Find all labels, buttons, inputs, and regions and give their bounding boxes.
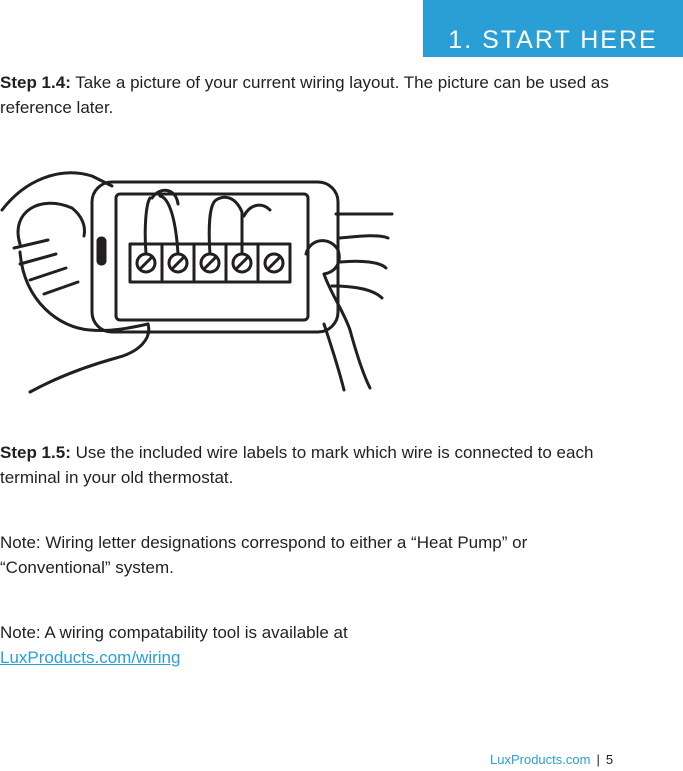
left-thumb: [18, 203, 84, 244]
note-compatibility-tool: [0, 620, 640, 670]
section-tab: [423, 0, 683, 57]
step-label: Step 1.5:: [0, 443, 71, 462]
step-1-4: [0, 70, 640, 120]
step-text: Take a picture of your current wiring layout. The picture can be used as reference later.: [0, 73, 609, 117]
section-tab-label: 1. START HERE: [448, 26, 658, 54]
step-text: Use the included wire labels to mark which wire is connected to each terminal in your old thermostat.: [0, 443, 594, 487]
footer-site[interactable]: LuxProducts.com: [490, 752, 591, 767]
right-wrist: [324, 324, 344, 390]
phone-photo-illustration: [0, 152, 400, 394]
note-wiring-letters: Note: Wiring letter designations correspond to either a “Heat Pump” or “Conventional” system.: [0, 533, 528, 577]
terminal-screws: [137, 254, 283, 272]
right-fingers: [332, 214, 392, 298]
right-thumb: [306, 241, 339, 274]
page-footer: [490, 752, 613, 767]
step-1-5: [0, 440, 640, 490]
right-palm: [324, 274, 370, 388]
step-label: Step 1.4:: [0, 73, 71, 92]
left-wrist: [30, 324, 149, 392]
phone-button: [98, 238, 105, 264]
footer-separator: |: [596, 752, 600, 767]
wiring-tool-link[interactable]: LuxProducts.com/wiring: [0, 648, 181, 667]
page-number: 5: [605, 752, 614, 767]
note-text: Note: A wiring compatability tool is available at: [0, 623, 348, 642]
